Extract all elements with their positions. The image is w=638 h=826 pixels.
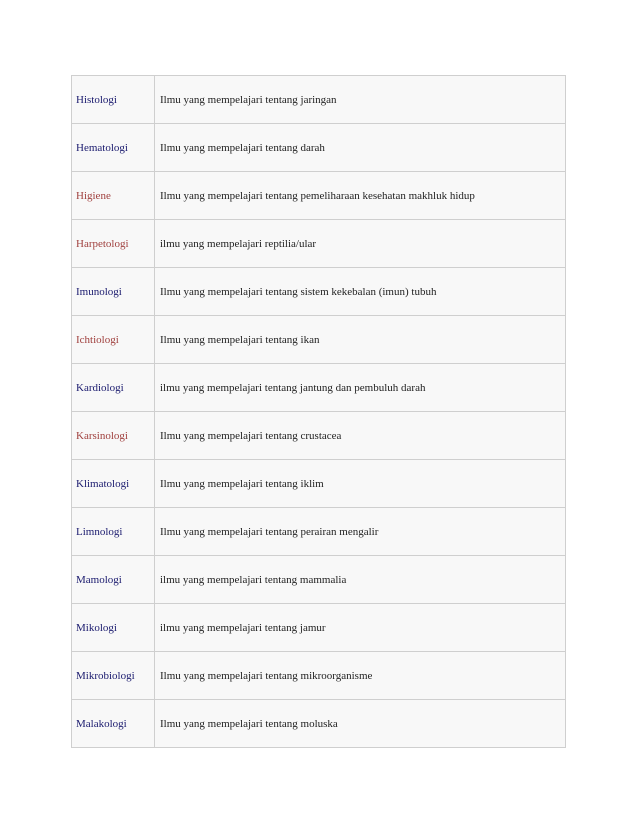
glossary-table-body [72,76,566,748]
definition-cell: Ilmu yang mempelajari tentang darah [155,124,566,172]
definition-cell: Ilmu yang mempelajari tentang mikroorganisme [155,652,566,700]
term-link[interactable]: Limnologi [76,525,123,538]
term-link[interactable]: Histologi [76,93,117,106]
table-row [72,556,566,604]
table-row [72,460,566,508]
table-row [72,652,566,700]
term-cell [72,124,155,172]
term-cell [72,76,155,124]
term-link[interactable]: Mikologi [76,621,117,634]
definition-cell: Ilmu yang mempelajari tentang pemeliharaan kesehatan makhluk hidup [155,172,566,220]
table-row [72,220,566,268]
definition-cell: Ilmu yang mempelajari tentang moluska [155,700,566,748]
definition-cell: ilmu yang mempelajari tentang mammalia [155,556,566,604]
definition-cell: Ilmu yang mempelajari tentang crustacea [155,412,566,460]
definition-cell: Ilmu yang mempelajari tentang jaringan [155,76,566,124]
term-link[interactable]: Harpetologi [76,237,129,250]
definition-cell: ilmu yang mempelajari reptilia/ular [155,220,566,268]
table-row [72,508,566,556]
definition-cell: ilmu yang mempelajari tentang jantung dan pembuluh darah [155,364,566,412]
term-cell [72,460,155,508]
table-row [72,412,566,460]
term-cell [72,172,155,220]
term-link[interactable]: Klimatologi [76,477,130,490]
term-cell [72,556,155,604]
term-cell [72,412,155,460]
term-link[interactable]: Hematologi [76,141,128,154]
term-link[interactable]: Imunologi [76,285,122,298]
term-cell [72,316,155,364]
term-link[interactable]: Kardiologi [76,381,124,394]
term-cell [72,652,155,700]
term-link[interactable]: Mamologi [76,573,122,586]
term-cell [72,364,155,412]
table-row [72,172,566,220]
term-cell [72,508,155,556]
term-link[interactable]: Ichtiologi [76,333,119,346]
term-link[interactable]: Malakologi [76,717,127,730]
table-row [72,700,566,748]
table-row [72,76,566,124]
term-cell [72,220,155,268]
term-link[interactable]: Karsinologi [76,429,128,442]
table-row [72,364,566,412]
definition-cell: ilmu yang mempelajari tentang jamur [155,604,566,652]
definition-cell: Ilmu yang mempelajari tentang ikan [155,316,566,364]
term-link[interactable]: Mikrobiologi [76,669,135,682]
term-cell [72,700,155,748]
table-row [72,124,566,172]
term-cell [72,604,155,652]
table-row [72,268,566,316]
term-cell [72,268,155,316]
definition-cell: Ilmu yang mempelajari tentang perairan mengalir [155,508,566,556]
definition-cell: Ilmu yang mempelajari tentang sistem kekebalan (imun) tubuh [155,268,566,316]
glossary-table [71,75,566,748]
table-row [72,316,566,364]
term-link[interactable]: Higiene [76,189,111,202]
definition-cell: Ilmu yang mempelajari tentang iklim [155,460,566,508]
table-row [72,604,566,652]
